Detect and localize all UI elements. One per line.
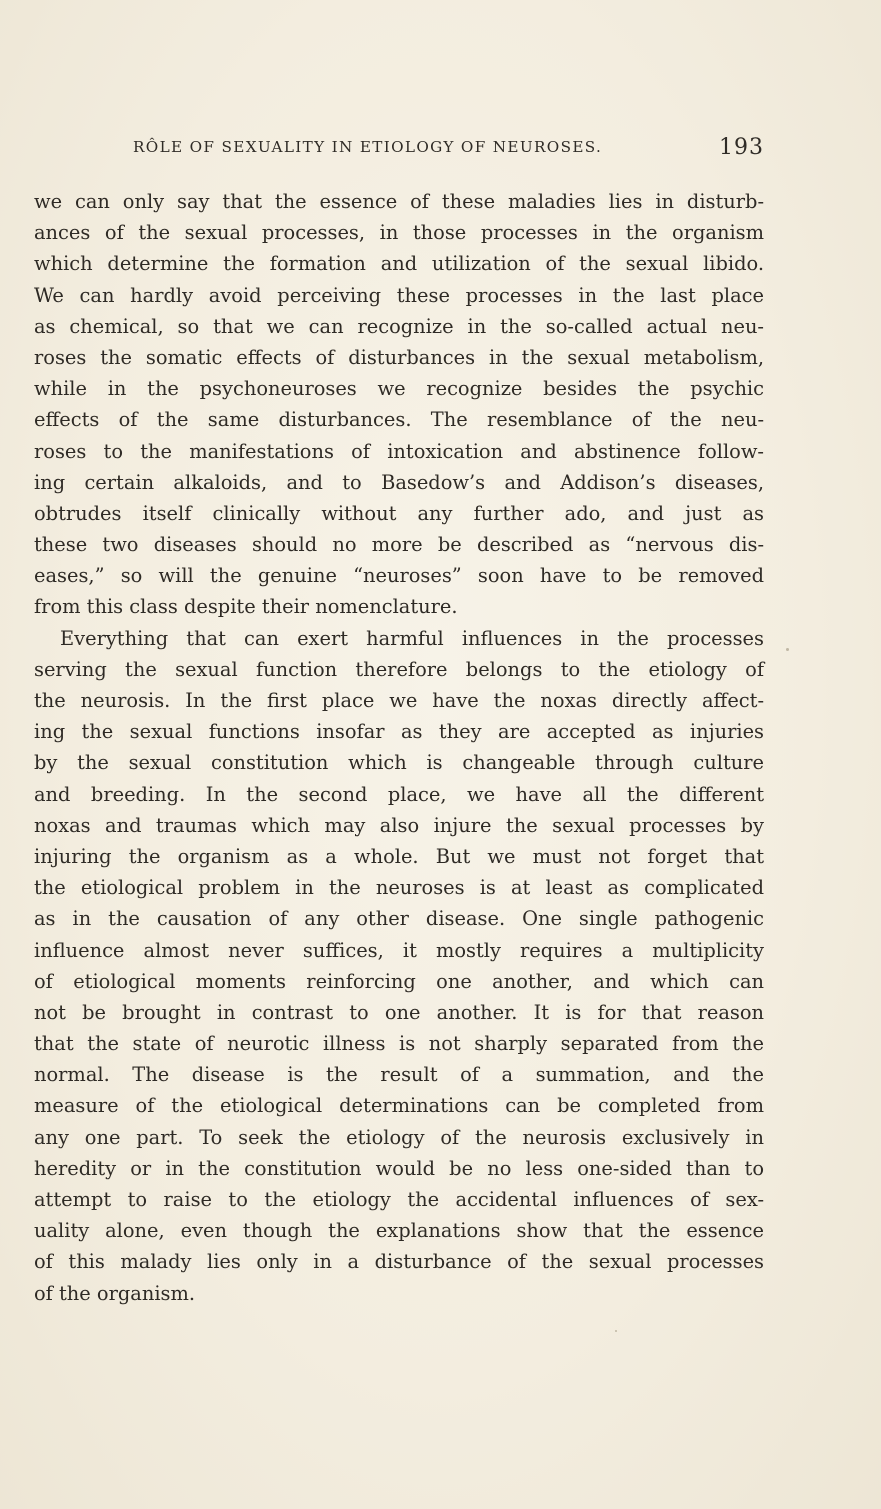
page-number: 193 xyxy=(719,135,764,160)
text-line: which determine the formation and utilization of the sexual libido. xyxy=(34,252,764,276)
text-line: of the organism. xyxy=(34,1281,196,1305)
text-line: ing certain alkaloids, and to Basedow’s and Addison’s diseases, xyxy=(34,470,764,494)
text-line: roses the somatic effects of disturbances in the sexual metabolism, xyxy=(34,345,764,369)
text-line: as in the causation of any other disease. One single pathogenic xyxy=(34,907,764,931)
text-line: noxas and traumas which may also injure the sexual processes by xyxy=(34,813,764,837)
running-title: RÔLE OF SEXUALITY IN ETIOLOGY OF NEUROSES. xyxy=(133,138,603,156)
text-line: the etiological problem in the neuroses is at least as complicated xyxy=(34,876,764,900)
body-text xyxy=(34,186,764,1309)
text-line: the neurosis. In the first place we have the noxas directly affect- xyxy=(34,689,764,712)
text-line: and breeding. In the second place, we have all the different xyxy=(34,782,764,806)
text-line: ances of the sexual processes, in those processes in the organism xyxy=(34,221,764,245)
text-line: normal. The disease is the result of a summation, and the xyxy=(34,1063,764,1087)
text-line: attempt to raise to the etiology the accidental influences of sex- xyxy=(34,1188,764,1211)
text-line: Everything that can exert harmful influences in the processes xyxy=(60,626,764,650)
text-line: as chemical, so that we can recognize in the so-called actual neu- xyxy=(34,314,764,338)
text-line: serving the sexual function therefore belongs to the etiology of xyxy=(34,657,764,681)
paragraph-2 xyxy=(34,623,764,1309)
text-line: not be brought in contrast to one another. It is for that reason xyxy=(34,1000,764,1024)
text-line: effects of the same disturbances. The resemblance of the neu- xyxy=(34,408,764,432)
paper-speck xyxy=(786,648,789,651)
text-line: we can only say that the essence of these maladies lies in disturb- xyxy=(34,190,764,213)
text-line: We can hardly avoid perceiving these processes in the last place xyxy=(34,283,764,307)
text-line: any one part. To seek the etiology of the neurosis exclusively in xyxy=(34,1125,764,1149)
text-line: of this malady lies only in a disturbance of the sexual processes xyxy=(34,1250,764,1274)
text-line: ing the sexual functions insofar as they are accepted as injuries xyxy=(34,720,764,744)
text-line: of etiological moments reinforcing one another, and which can xyxy=(34,969,764,993)
text-line: obtrudes itself clinically without any further ado, and just as xyxy=(34,501,764,525)
text-line: measure of the etiological determinations can be completed from xyxy=(34,1094,764,1118)
text-line: influence almost never suffices, it mostly requires a multiplicity xyxy=(34,938,764,962)
text-line: eases,” so will the genuine “neuroses” soon have to be removed xyxy=(34,564,764,588)
text-line: heredity or in the constitution would be no less one-sided than to xyxy=(34,1156,764,1180)
text-line: injuring the organism as a whole. But we must not forget that xyxy=(34,844,764,868)
text-line: uality alone, even though the explanations show that the essence xyxy=(34,1219,764,1243)
running-header xyxy=(34,134,764,168)
text-line: roses to the manifestations of intoxication and abstinence follow- xyxy=(34,439,764,463)
text-line: that the state of neurotic illness is not sharply separated from the xyxy=(34,1032,764,1056)
text-line: from this class despite their nomenclature. xyxy=(34,595,458,619)
text-line: by the sexual constitution which is changeable through culture xyxy=(34,751,764,775)
paragraph-1 xyxy=(34,186,764,623)
text-line: these two diseases should no more be described as “nervous dis- xyxy=(34,533,764,557)
paper-speck xyxy=(615,1330,617,1332)
text-line: while in the psychoneuroses we recognize besides the psychic xyxy=(34,377,764,401)
